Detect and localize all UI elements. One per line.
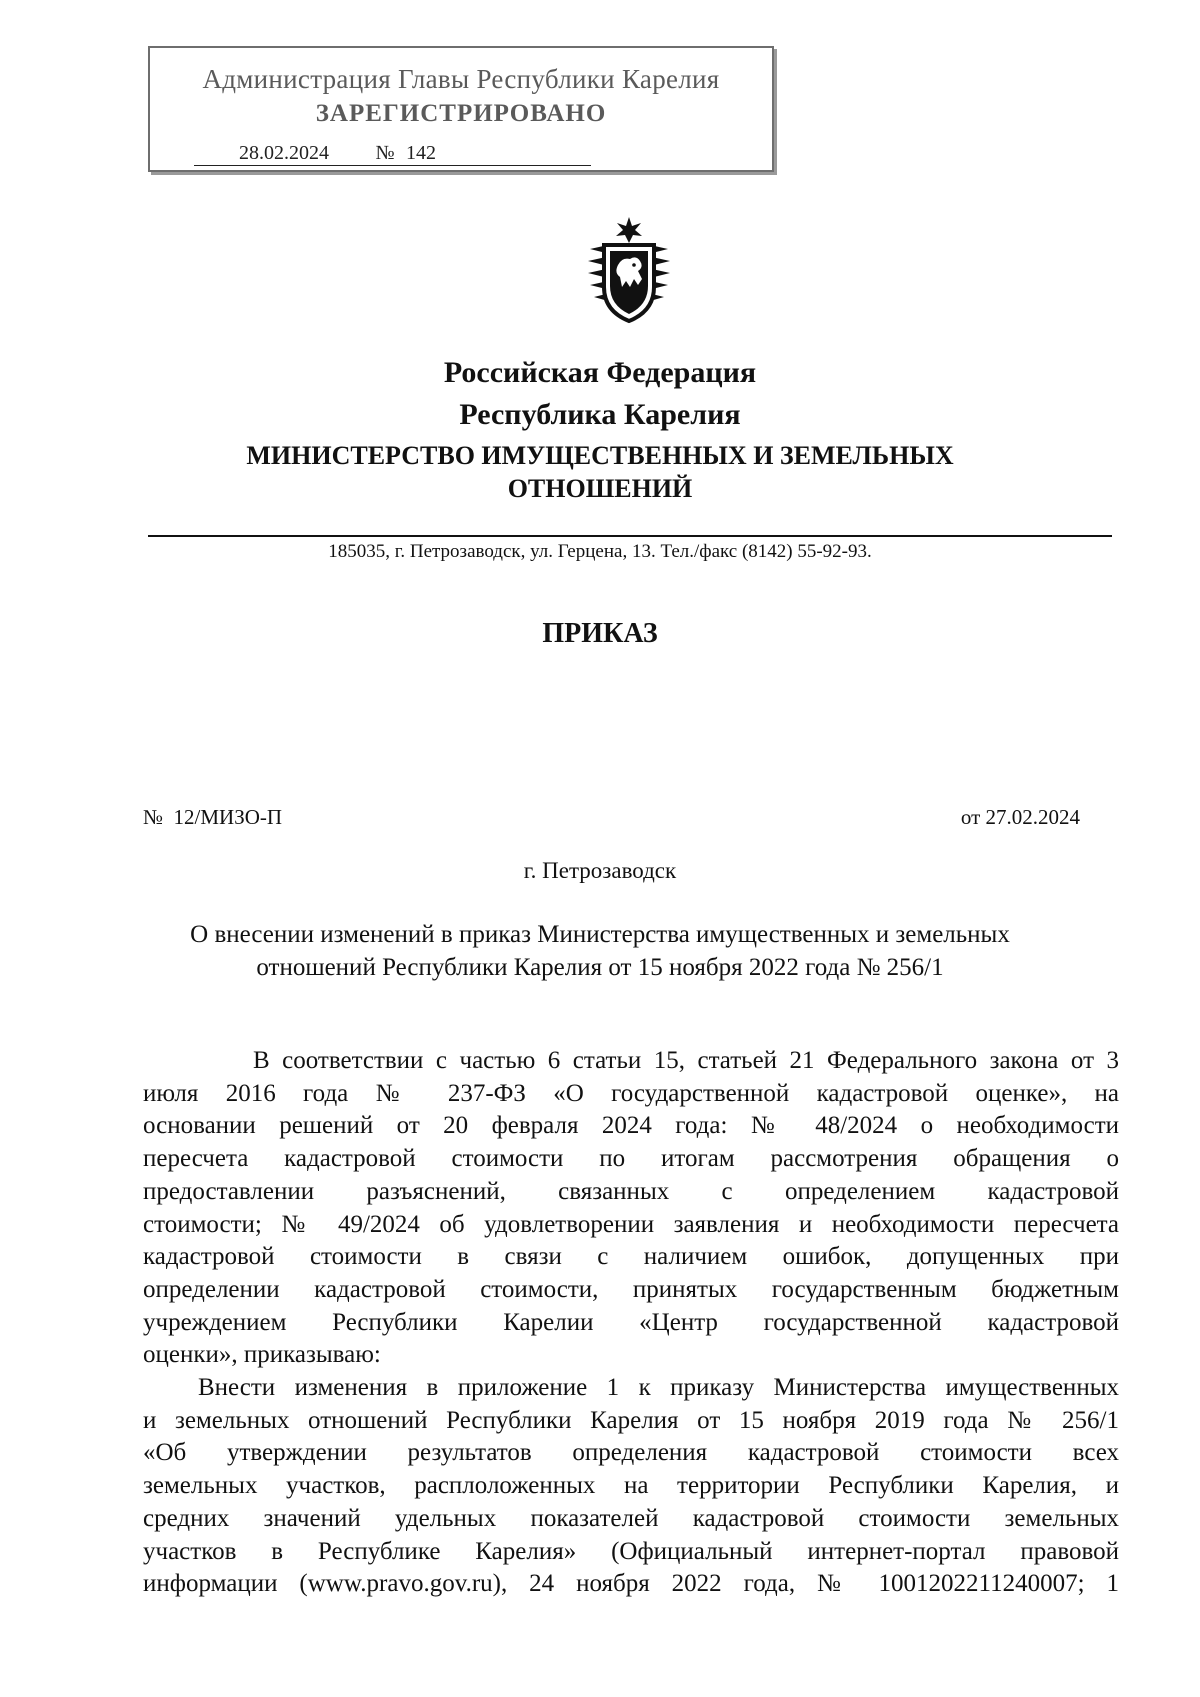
header-ministry-line1: МИНИСТЕРСТВО ИМУЩЕСТВЕННЫХ И ЗЕМЕЛЬНЫХ	[246, 441, 954, 470]
stamp-number: 142	[396, 142, 591, 166]
body-line: и земельных отношений Республики Карелия от 15 ноября 2019 года № 256/1	[143, 1406, 1119, 1434]
subject-line: О внесении изменений в приказ Министерства имущественных и земельных	[190, 921, 1010, 948]
order-number: № 12/МИЗО-П	[143, 805, 283, 829]
header-address: 185035, г. Петрозаводск, ул. Герцена, 13. Тел./факс (8142) 55-92-93.	[328, 541, 872, 562]
body-line: предоставлении разъяснений, связанных с определением кадастровой	[143, 1177, 1119, 1205]
order-date: от 27.02.2024	[960, 805, 1080, 829]
body-paragraph-1	[143, 1045, 1119, 1372]
stamp-number-sign: №	[375, 142, 395, 164]
registration-stamp	[148, 46, 774, 172]
body-line: июля 2016 года № 237-ФЗ «О государственной кадастровой оценке», на	[143, 1079, 1119, 1107]
body-line: основании решений от 20 февраля 2024 года: № 48/2024 о необходимости	[143, 1112, 1119, 1140]
body-line: пересчета кадастровой стоимости по итогам рассмотрения обращения о	[143, 1145, 1119, 1173]
document-type: ПРИКАЗ	[542, 618, 658, 649]
header-country: Российская Федерация	[443, 356, 757, 389]
stamp-date: 28.02.2024	[194, 142, 374, 166]
body-line: определении кадастровой стоимости, принятых государственным бюджетным	[143, 1275, 1119, 1303]
header-divider	[148, 535, 1112, 537]
header-region: Республика Карелия	[459, 398, 741, 431]
body-line: В соответствии с частью 6 статьи 15, статьей 21 Федерального закона от 3	[253, 1047, 1119, 1074]
karelia-coat-of-arms-icon	[584, 215, 674, 325]
order-city: г. Петрозаводск	[523, 858, 677, 883]
stamp-registration-line	[194, 142, 591, 166]
body-line: кадастровой стоимости в связи с наличием ошибок, допущенных при	[143, 1243, 1119, 1271]
stamp-authority: Администрация Главы Республики Карелия	[202, 64, 720, 94]
body-paragraph-2	[143, 1372, 1119, 1601]
subject-line: отношений Республики Карелия от 15 ноября 2022 года № 256/1	[256, 954, 944, 981]
body-line: оценки», приказываю:	[143, 1341, 381, 1369]
body-line: «Об утверждении результатов определения кадастровой стоимости всех	[143, 1439, 1119, 1467]
order-subject	[150, 918, 1050, 984]
body-line: Внести изменения в приложение 1 к приказу Министерства имущественных	[198, 1374, 1119, 1402]
body-line: учреждением Республики Карелии «Центр государственной кадастровой	[143, 1308, 1119, 1336]
stamp-status: ЗАРЕГИСТРИРОВАНО	[315, 100, 607, 127]
body-line: стоимости; № 49/2024 об удовлетворении заявления и необходимости пересчета	[143, 1210, 1119, 1238]
header-ministry-line2: ОТНОШЕНИЙ	[507, 474, 693, 503]
body-line: средних значений удельных показателей кадастровой стоимости земельных	[143, 1504, 1119, 1532]
body-line: информации (www.pravo.gov.ru), 24 ноября 2022 года, № 1001202211240007; 1	[143, 1570, 1119, 1598]
order-body	[143, 1045, 1119, 1601]
body-line: земельных участков, расплоложенных на территории Республики Карелия, и	[143, 1472, 1119, 1500]
body-line: участков в Республике Карелия» (Официальный интернет-портал правовой	[143, 1537, 1119, 1565]
